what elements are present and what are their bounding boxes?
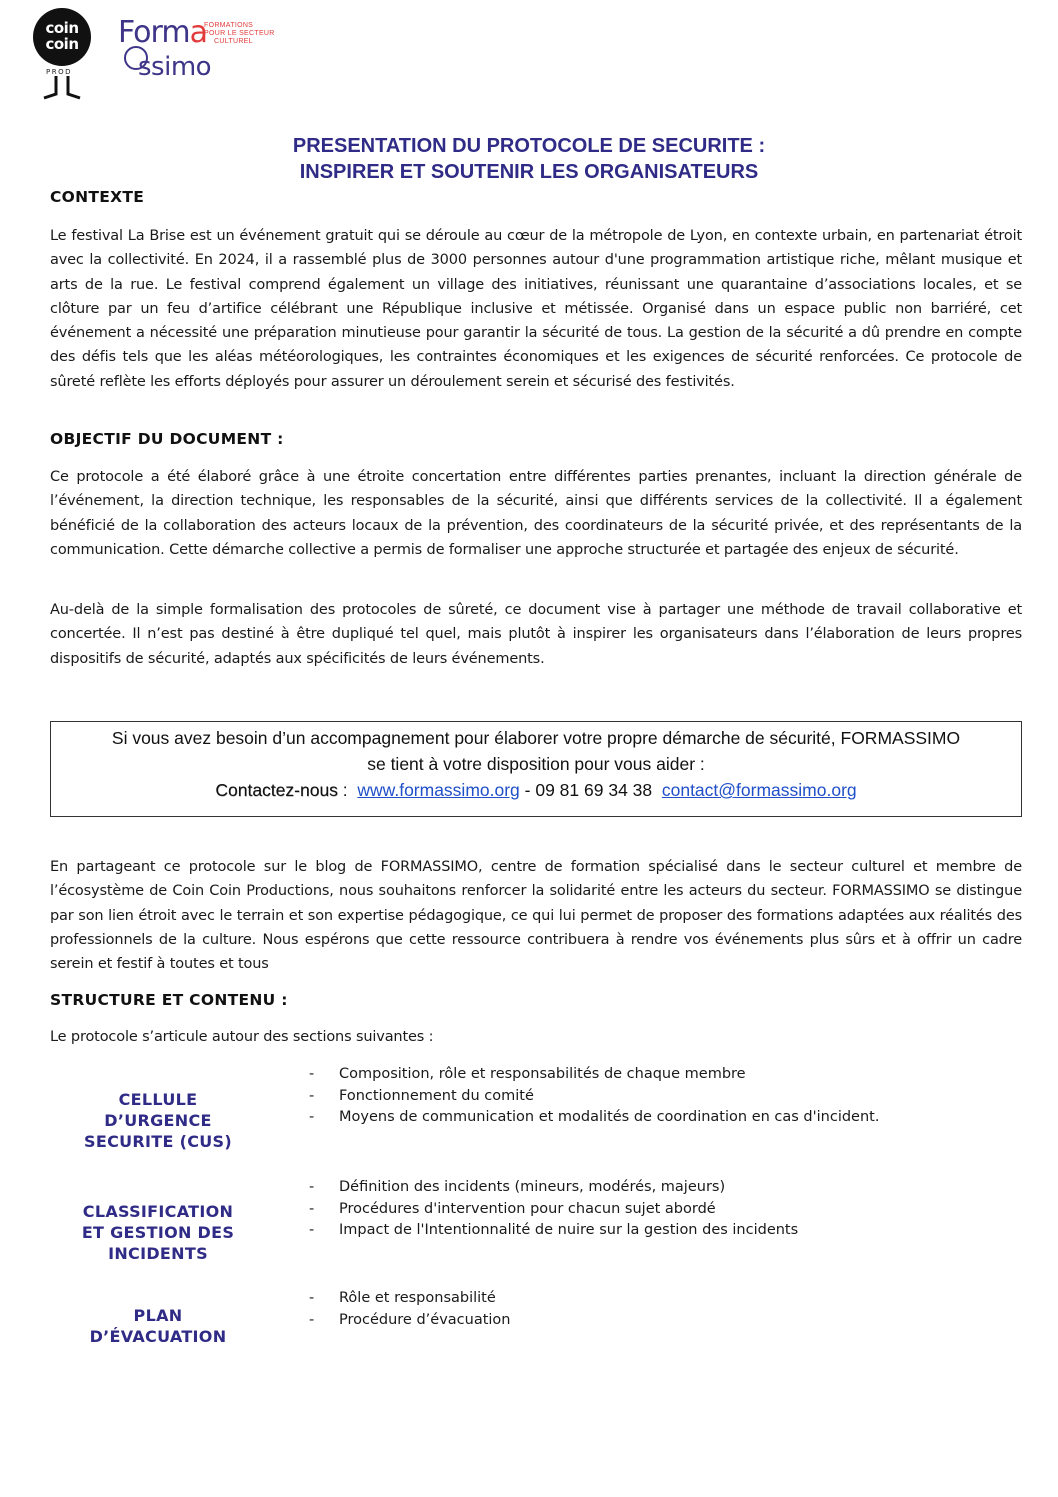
header-logos [30, 8, 290, 100]
coin-logo-line1: coin [45, 19, 79, 37]
label-line: ET GESTION DES [81, 1223, 235, 1242]
contact-box-line2: se tient à votre disposition pour vous aider : [367, 754, 705, 774]
label-line: SECURITE (CUS) [84, 1132, 232, 1151]
website-link[interactable]: www.formassimo.org [357, 780, 520, 800]
bullet-list-cus [306, 1064, 879, 1129]
section-label-incidents [60, 1201, 256, 1264]
list-item: - Définition des incidents (mineurs, modérés, majeurs) [306, 1177, 798, 1199]
label-line: CELLULE [118, 1090, 198, 1109]
label-line: INCIDENTS [108, 1244, 208, 1263]
heading-contexte: CONTEXTE [50, 188, 145, 206]
contact-box-line1: Si vous avez besoin d’un accompagnement pour élaborer votre propre démarche de sécurité, FORMASSIMO [111, 728, 961, 748]
heading-structure: STRUCTURE ET CONTENU : [50, 991, 288, 1009]
section-label-cus [60, 1089, 256, 1152]
contact-label: Contactez-nous [215, 780, 338, 800]
coin-coin-logo-badge [33, 8, 91, 66]
paragraph-partage: En partageant ce protocole sur le blog de FORMASSIMO, centre de formation spécialisé dans le secteur culturel et membre de l’écosystème de Coin Coin Productions, nous souhaitons renforcer la solidarité entre les acteurs du secteur. FORMASSIMO se distingue par son lien étroit avec le terrain et son expertise pédagogique, ce qui lui permet de proposer des formations adaptées aux réalités des professionnels de la culture. Nous espérons que cette ressource contribuera à rendre vos événements plus sûrs et à offrir un cadre serein et festif à toutes et tous [50, 859, 1022, 973]
tagline-line2: POUR LE SECTEUR [204, 30, 275, 37]
bullet-list-incidents [306, 1177, 798, 1242]
formassimo-logo-top [118, 16, 207, 50]
paragraph-contexte: Le festival La Brise est un événement gratuit qui se déroule au cœur de la métropole de Lyon, en contexte urbain, en partenariat étroit avec la collectivité. En 2024, il a rassemblé plus de 3000 personnes autour d'une programmation artistique riche, mêlant musique et arts de la rue. Le festival comprend également un village des initiatives, réunissant une quarantaine d’associations locales, et se clôture par un feu d’artifice célébrant une République inclusive et métissée. Organisé dans un espace public non barriéré, cet événement a nécessité une préparation minutieuse pour garantir la sécurité de tous. La gestion de la sécurité a dû prendre en compte des défis tels que les aléas météorologiques, les contraintes économiques et les exigences de sécurité renforcées. Ce protocole de sûreté reflète les efforts déployés pour assurer un déroulement serein et sécurisé des festivités. [50, 228, 1022, 390]
list-item: - Moyens de communication et modalités de coordination en cas d'incident. [306, 1107, 879, 1129]
formassimo-logo [118, 16, 288, 96]
list-item: - Composition, rôle et responsabilités de chaque membre [306, 1064, 879, 1086]
tagline-line3: CULTUREL [214, 38, 253, 45]
label-line: PLAN [133, 1306, 183, 1325]
formassimo-logo-bottom: ssimo [138, 52, 212, 82]
title-line1: PRESENTATION DU PROTOCOLE DE SECURITE : [292, 135, 766, 157]
coin-coin-logo [30, 8, 96, 100]
label-line: D’ÉVACUATION [89, 1327, 227, 1346]
heading-objectif: OBJECTIF DU DOCUMENT : [50, 430, 284, 448]
logo-part-form: Form [118, 15, 190, 50]
bullet-list-evacuation [306, 1288, 511, 1331]
title-line2: INSPIRER ET SOUTENIR LES ORGANISATEURS [299, 161, 759, 183]
list-item: - Rôle et responsabilité [306, 1288, 511, 1310]
email-link[interactable]: contact@formassimo.org [661, 780, 857, 800]
coin-logo-sub: PROD [46, 68, 72, 76]
coin-logo-line2: coin [45, 35, 79, 53]
contact-box-line3 [51, 777, 1021, 803]
duck-feet-icon [36, 76, 88, 100]
contact-box [50, 721, 1022, 817]
list-item: - Impact de l'Intentionnalité de nuire sur la gestion des incidents [306, 1220, 798, 1242]
contact-separator: : [337, 780, 358, 800]
paragraph-objectif-1: Ce protocole a été élaboré grâce à une étroite concertation entre différentes parties prenantes, incluant la direction générale de l’événement, la direction technique, les responsables de la sécurité, ainsi que différents services de la collectivité. Il a également bénéficié de la collaboration des acteurs locaux de la prévention, des coordinateurs de la sécurité privée, et des représentants de la communication. Cette démarche collective a permis de formaliser une approche structurée et partagée des enjeux de sécurité. [50, 469, 1022, 558]
list-item: - Procédure d’évacuation [306, 1310, 511, 1332]
label-line: CLASSIFICATION [82, 1202, 234, 1221]
tagline-line1: FORMATIONS [204, 22, 254, 29]
list-item: - Procédures d'intervention pour chacun sujet abordé [306, 1199, 798, 1221]
list-item: - Fonctionnement du comité [306, 1086, 879, 1108]
section-label-evacuation [60, 1305, 256, 1347]
formassimo-tagline [204, 22, 275, 46]
document-title [0, 133, 1058, 185]
paragraph-objectif-2: Au-delà de la simple formalisation des protocoles de sûreté, ce document vise à partager une méthode de travail collaborative et concertée. Il n’est pas destiné à être dupliqué tel quel, mais plutôt à inspirer les organisateurs dans l’élaboration de leurs propres dispositifs de sécurité, adaptés aux spécificités de leurs événements. [50, 602, 1022, 667]
label-line: D’URGENCE [104, 1111, 212, 1130]
contact-phone: - 09 81 69 34 38 [519, 780, 662, 800]
paragraph-structure-intro: Le protocole s’articule autour des sections suivantes : [50, 1029, 434, 1045]
logo-part-a: a [189, 15, 207, 50]
